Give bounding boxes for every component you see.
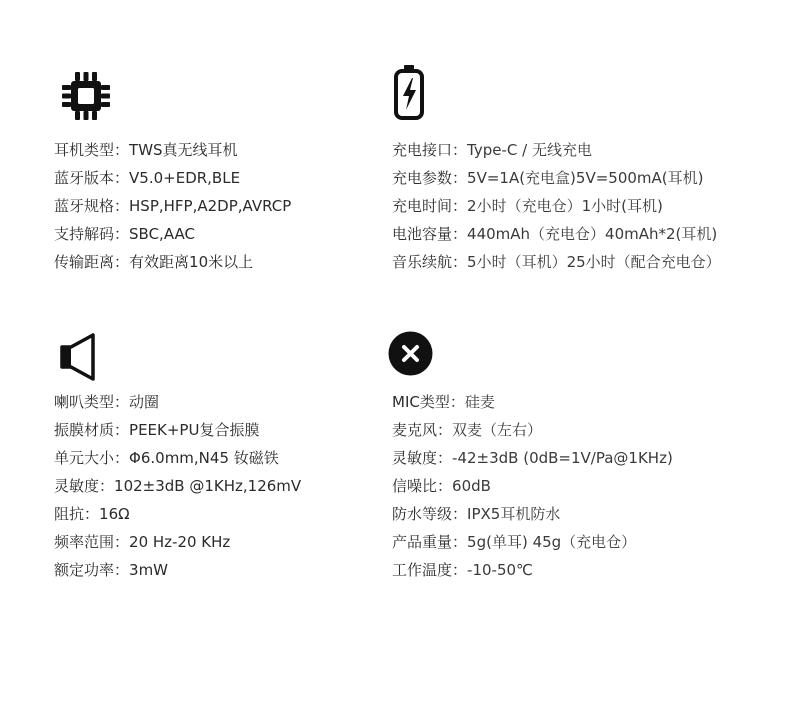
spec-row <box>54 444 301 472</box>
spec-label: 电池容量 <box>392 225 453 243</box>
spec-row <box>54 192 291 220</box>
spec-row <box>392 164 721 192</box>
spec-value: -10-50℃ <box>467 561 533 579</box>
spec-label: 麦克风 <box>392 421 438 439</box>
spec-label: 支持解码 <box>54 225 115 243</box>
spec-value: 5V=1A(充电盒)5V=500mA(耳机) <box>467 169 704 187</box>
mic-spec-list <box>392 388 673 584</box>
spec-value: 硅麦 <box>464 393 495 411</box>
spec-row <box>392 472 673 500</box>
spec-value: V5.0+EDR,BLE <box>129 169 241 187</box>
spec-separator: ： <box>452 253 468 271</box>
spec-label: MIC类型 <box>392 393 450 411</box>
spec-value: PEEK+PU复合振膜 <box>129 421 260 439</box>
spec-separator: ： <box>452 197 468 215</box>
spec-row <box>54 416 301 444</box>
spec-row <box>54 220 291 248</box>
spec-label: 音乐续航 <box>392 253 453 271</box>
spec-separator: ： <box>452 141 468 159</box>
spec-separator: ： <box>114 393 130 411</box>
spec-value: Type-C / 无线充电 <box>467 141 592 159</box>
spec-value: HSP,HFP,A2DP,AVRCP <box>129 197 292 215</box>
spec-label: 振膜材质 <box>54 421 115 439</box>
spec-row <box>54 556 301 584</box>
spec-separator: ： <box>84 505 100 523</box>
spec-value: 5小时（耳机）25小时（配合充电仓） <box>467 253 721 271</box>
spec-value: 102±3dB @1KHz,126mV <box>114 477 302 495</box>
spec-separator: ： <box>114 197 130 215</box>
spec-row <box>54 248 291 276</box>
spec-separator: ： <box>114 225 130 243</box>
spec-value: 动圈 <box>129 393 160 411</box>
spec-row <box>54 164 291 192</box>
spec-value: Φ6.0mm,N45 钕磁铁 <box>129 449 279 467</box>
spec-value: TWS真无线耳机 <box>129 141 238 159</box>
spec-row <box>392 220 721 248</box>
spec-label: 单元大小 <box>54 449 115 467</box>
spec-value: 60dB <box>452 477 491 495</box>
spec-label: 蓝牙规格 <box>54 197 115 215</box>
spec-row <box>392 136 721 164</box>
spec-separator: ： <box>114 421 130 439</box>
spec-label: 信噪比 <box>392 477 438 495</box>
battery-spec-list <box>392 136 721 276</box>
spec-row <box>392 248 721 276</box>
spec-separator: ： <box>449 393 465 411</box>
spec-row <box>392 500 673 528</box>
spec-row <box>392 416 673 444</box>
spec-separator: ： <box>437 449 453 467</box>
spec-label: 灵敏度 <box>392 449 438 467</box>
spec-separator: ： <box>99 477 115 495</box>
spec-separator: ： <box>437 421 453 439</box>
spec-row <box>392 528 673 556</box>
spec-value: 20 Hz-20 KHz <box>129 533 231 551</box>
spec-value: 3mW <box>129 561 169 579</box>
spec-separator: ： <box>114 141 130 159</box>
spec-separator: ： <box>452 505 468 523</box>
spec-separator: ： <box>114 253 130 271</box>
spec-separator: ： <box>452 225 468 243</box>
spec-label: 产品重量 <box>392 533 453 551</box>
spec-value: -42±3dB (0dB=1V/Pa@1KHz) <box>452 449 673 467</box>
spec-row <box>392 556 673 584</box>
spec-separator: ： <box>114 169 130 187</box>
spec-label: 频率范围 <box>54 533 115 551</box>
spec-value: 16Ω <box>99 505 130 523</box>
spec-row <box>392 444 673 472</box>
spec-label: 充电时间 <box>392 197 453 215</box>
spec-separator: ： <box>114 533 130 551</box>
spec-row <box>392 388 673 416</box>
spec-row <box>54 528 301 556</box>
speaker-spec-list <box>54 388 301 584</box>
spec-row <box>54 136 291 164</box>
spec-label: 传输距离 <box>54 253 115 271</box>
spec-row <box>54 388 301 416</box>
spec-row <box>54 500 301 528</box>
spec-value: 有效距离10米以上 <box>129 253 254 271</box>
spec-row <box>54 472 301 500</box>
spec-label: 防水等级 <box>392 505 453 523</box>
spec-separator: ： <box>114 561 130 579</box>
spec-label: 充电参数 <box>392 169 453 187</box>
spec-value: 2小时（充电仓）1小时(耳机) <box>467 197 663 215</box>
spec-separator: ： <box>114 449 130 467</box>
spec-label: 充电接口 <box>392 141 453 159</box>
spec-value: IPX5耳机防水 <box>467 505 561 523</box>
spec-value: 440mAh（充电仓）40mAh*2(耳机) <box>467 225 718 243</box>
spec-label: 耳机类型 <box>54 141 115 159</box>
spec-label: 喇叭类型 <box>54 393 115 411</box>
chip-icon <box>60 70 112 122</box>
battery-charging-icon <box>392 64 426 120</box>
spec-separator: ： <box>452 533 468 551</box>
close-circle-icon <box>388 331 433 376</box>
spec-label: 阻抗 <box>54 505 85 523</box>
spec-separator: ： <box>437 477 453 495</box>
spec-label: 额定功率 <box>54 561 115 579</box>
spec-separator: ： <box>452 169 468 187</box>
chip-spec-list <box>54 136 291 276</box>
spec-label: 蓝牙版本 <box>54 169 115 187</box>
spec-value: SBC,AAC <box>129 225 195 243</box>
speaker-icon <box>60 332 98 382</box>
spec-label: 工作温度 <box>392 561 453 579</box>
spec-separator: ： <box>452 561 468 579</box>
spec-label: 灵敏度 <box>54 477 100 495</box>
spec-row <box>392 192 721 220</box>
spec-value: 双麦（左右） <box>452 421 543 439</box>
spec-value: 5g(单耳) 45g（充电仓） <box>467 533 637 551</box>
